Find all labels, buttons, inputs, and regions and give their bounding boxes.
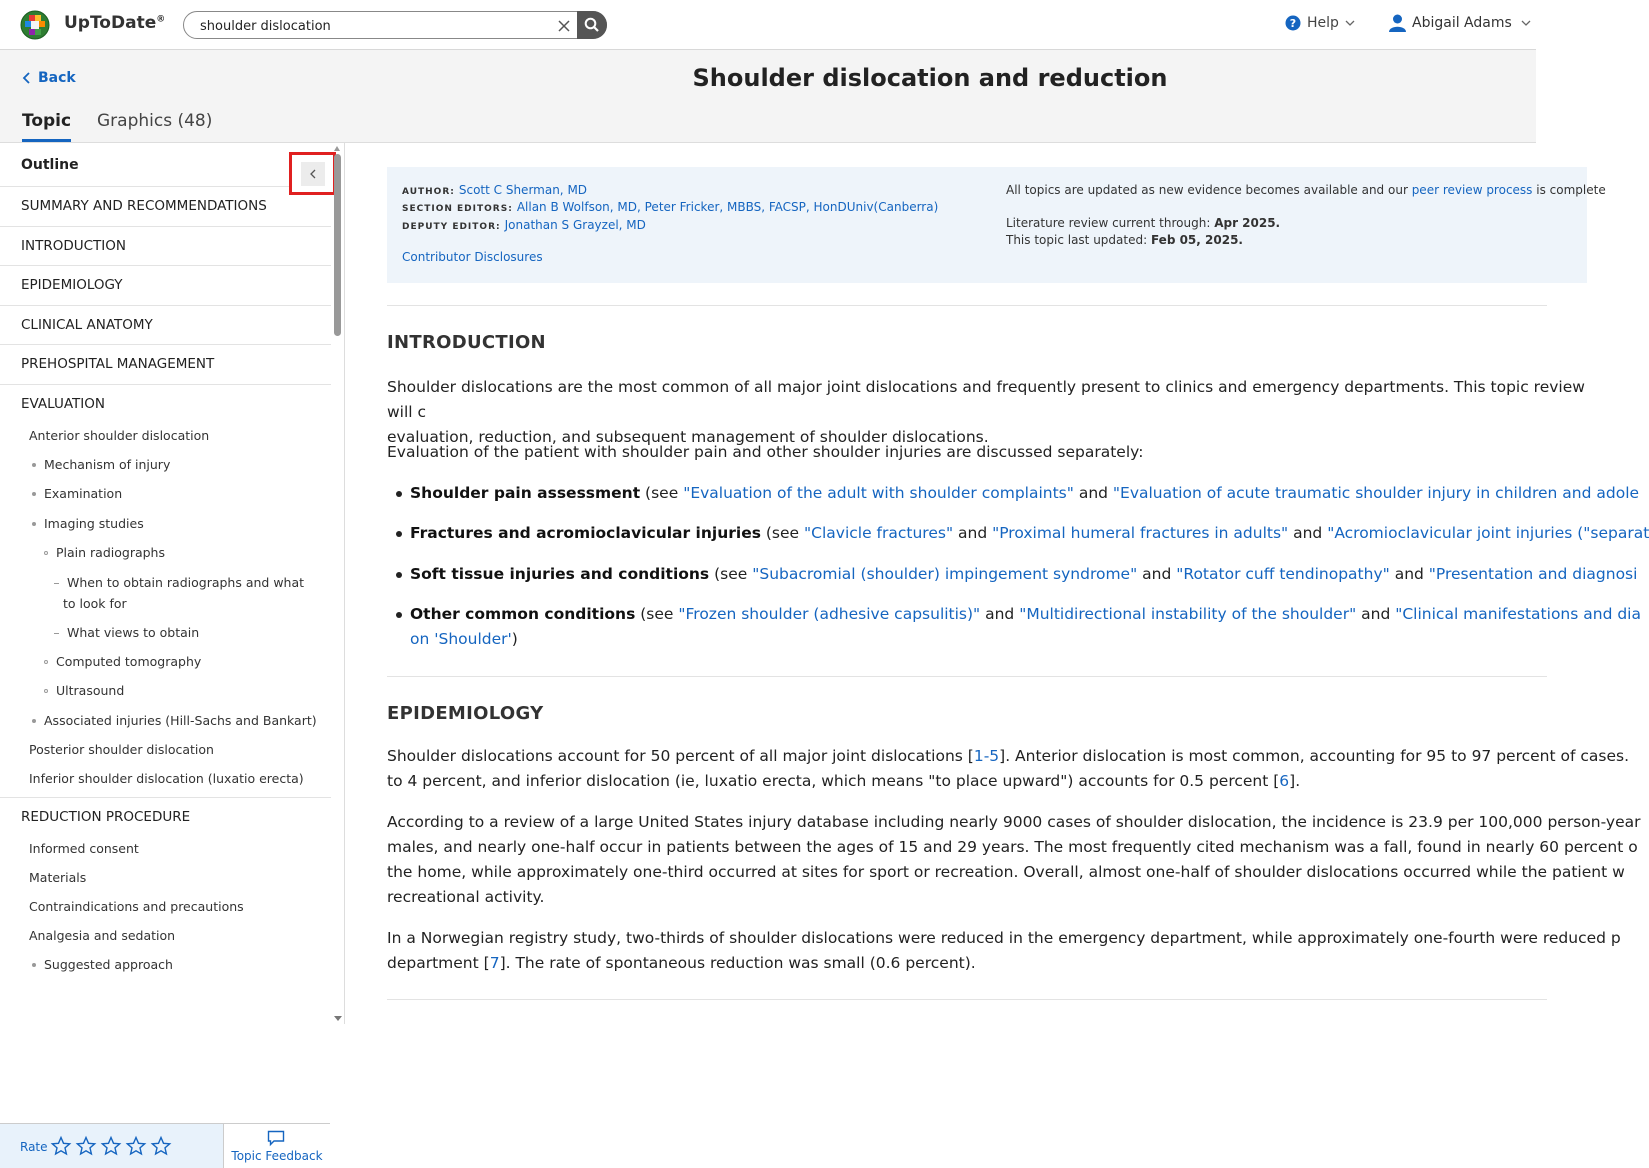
chevron-left-icon — [22, 72, 32, 84]
outline-subitem-label: Examination — [44, 486, 123, 501]
star-icon[interactable] — [126, 1136, 146, 1156]
outline-list — [0, 187, 331, 984]
search-box — [183, 11, 607, 39]
outline-item-prehospital[interactable]: PREHOSPITAL MANAGEMENT — [0, 345, 331, 385]
scroll-down-arrow-icon[interactable] — [334, 1016, 342, 1021]
outline-subitem-label: to look for — [63, 595, 127, 611]
lit-review-date: Apr 2025. — [1214, 216, 1281, 230]
rate-label: Rate — [20, 1140, 48, 1154]
intro-paragraph: Evaluation of the patient with shoulder pain and other shoulder injuries are discussed separately: — [387, 443, 1144, 461]
bullet-icon — [44, 660, 48, 664]
outline-subitem-label: Mechanism of injury — [44, 456, 171, 472]
topic-link[interactable]: "Proximal humeral fractures in adults" — [992, 524, 1289, 542]
outline-title: Outline — [21, 157, 79, 173]
epi-text: recreational activity. — [387, 888, 545, 906]
section-editors-link[interactable]: Allan B Wolfson, MD, Peter Fricker, MBBS, FACSP, HonDUniv(Canberra) — [516, 200, 939, 214]
section-editors-row — [402, 200, 938, 214]
outline-subitem[interactable] — [0, 568, 331, 618]
outline-subitem-label: When to obtain radiographs and what — [67, 574, 305, 590]
bullet-icon — [396, 491, 402, 497]
list-item-text: (see — [635, 605, 679, 623]
bullet-icon — [396, 531, 402, 537]
update-text-end: is complete — [1532, 183, 1606, 197]
outline-item-reduction[interactable]: REDUCTION PROCEDURE — [21, 809, 191, 825]
epi-text: department [ — [387, 954, 490, 972]
chevron-down-icon — [1518, 19, 1532, 27]
topic-link[interactable]: on 'Shoulder' — [410, 630, 512, 648]
update-text: All topics are updated as new evidence becomes available and our — [1006, 183, 1412, 197]
sidebar-footer — [0, 1123, 330, 1167]
help-menu[interactable] — [1285, 15, 1355, 31]
list-item-title: Soft tissue injuries and conditions — [410, 565, 710, 583]
epi-paragraph — [387, 926, 1621, 976]
list-item-text: and — [980, 605, 1020, 623]
list-item-title: Shoulder pain assessment — [410, 484, 641, 502]
tab-graphics[interactable]: Graphics (48) — [97, 111, 213, 131]
epi-paragraph — [387, 744, 1630, 794]
outline-subitem[interactable] — [0, 706, 331, 736]
section-heading-introduction: INTRODUCTION — [387, 332, 546, 353]
bullet-icon — [44, 689, 48, 693]
outline-subitem[interactable] — [0, 538, 331, 568]
epi-text: males, and nearly one-half occur in patients between the ages of 15 and 29 years. The most frequently cited mechanism was a fall, found in nearly 60 percent o — [387, 838, 1638, 856]
uptodate-logo-icon[interactable] — [20, 10, 50, 40]
outline-subitem[interactable]: Contraindications and precautions — [29, 899, 244, 914]
topic-link[interactable]: "Acromioclavicular joint injuries ("separat — [1327, 524, 1649, 542]
reference-link[interactable]: 6 — [1279, 772, 1290, 790]
outline-scrollbar[interactable] — [333, 148, 342, 1024]
outline-group-reduction — [0, 798, 331, 984]
intro-paragraph — [387, 375, 1587, 450]
section-heading-epidemiology: EPIDEMIOLOGY — [387, 703, 544, 724]
list-item-text: and — [1073, 484, 1113, 502]
epi-text: to 4 percent, and inferior dislocation (ie, luxatio erecta, which means "to place upward") accounts for 0.5 percent [ — [387, 772, 1280, 790]
epi-text: ]. — [1289, 772, 1301, 790]
divider — [387, 305, 1547, 306]
help-icon — [1285, 15, 1301, 31]
tab-topic[interactable]: Topic — [22, 111, 71, 142]
outline-subitem-label: What views to obtain — [67, 624, 200, 640]
last-updated-date: Feb 05, 2025. — [1150, 233, 1243, 247]
outline-subitem[interactable] — [0, 479, 331, 509]
outline-subitem[interactable] — [0, 647, 331, 677]
back-link[interactable] — [22, 70, 76, 86]
section-editors-label: SECTION EDITORS: — [402, 204, 513, 214]
bullet-icon — [44, 551, 48, 555]
bullet-icon — [32, 963, 36, 967]
bullet-icon — [32, 719, 36, 723]
epi-text: ]. The rate of spontaneous reduction was small (0.6 percent). — [499, 954, 976, 972]
outline-subitem-label: Computed tomography — [56, 653, 202, 669]
contributor-disclosures-link[interactable]: Contributor Disclosures — [402, 250, 543, 264]
outline-subitem-label: Suggested approach — [44, 957, 173, 972]
outline-header — [0, 143, 331, 187]
list-item-text: (see — [709, 565, 753, 583]
outline-subitem[interactable] — [0, 676, 331, 706]
dash-icon — [54, 633, 59, 634]
bullet-icon — [32, 522, 36, 526]
search-input[interactable] — [200, 17, 540, 35]
outline-subitem[interactable] — [0, 509, 331, 539]
topic-link[interactable]: "Evaluation of the adult with shoulder complaints" — [683, 484, 1074, 502]
outline-item-introduction[interactable]: INTRODUCTION — [0, 227, 331, 267]
scroll-up-arrow-icon[interactable] — [334, 146, 340, 151]
topic-link[interactable]: "Rotator cuff tendinopathy" — [1176, 565, 1390, 583]
disclosures-row — [402, 250, 543, 264]
topic-link[interactable]: "Clavicle fractures" — [804, 524, 954, 542]
list-item-title: Other common conditions — [410, 605, 636, 623]
author-link[interactable]: Scott C Sherman, MD — [458, 183, 588, 197]
topic-link[interactable]: "Evaluation of acute traumatic shoulder injury in children and adole — [1112, 484, 1640, 502]
outline-subitem-label: Ultrasound — [56, 683, 125, 698]
list-item-text: (see — [760, 524, 805, 542]
comment-icon — [267, 1130, 285, 1147]
chevron-down-icon — [1345, 19, 1355, 27]
outline-subitem-label: Plain radiographs — [56, 545, 165, 560]
list-item-text: and — [953, 524, 993, 542]
reference-link[interactable]: 1-5 — [973, 747, 1000, 765]
chevron-left-icon — [309, 169, 317, 179]
topic-header — [0, 50, 1536, 143]
outline-subitem[interactable]: Analgesia and sedation — [29, 928, 176, 943]
divider — [387, 999, 1547, 1000]
deputy-editor-row — [402, 218, 646, 232]
bullet-icon — [32, 492, 36, 496]
list-item-text: and — [1137, 565, 1177, 583]
list-item — [387, 481, 1640, 506]
list-item-title: Fractures and acromioclavicular injuries — [410, 524, 761, 542]
list-item-text: ) — [511, 630, 518, 648]
reference-link[interactable]: 7 — [489, 954, 500, 972]
lit-review-row — [1006, 216, 1280, 230]
epi-text: In a Norwegian registry study, two-thirds of shoulder dislocations were reduced in the emergency department, while approximately one-fourth were reduced p — [387, 929, 1621, 947]
divider — [387, 676, 1547, 677]
star-icon[interactable] — [101, 1136, 121, 1156]
list-item — [387, 602, 1641, 652]
clear-search-icon[interactable] — [554, 16, 574, 36]
deputy-editor-label: DEPUTY EDITOR: — [402, 222, 501, 232]
bullet-icon — [396, 612, 402, 618]
star-icon[interactable] — [151, 1136, 171, 1156]
user-menu[interactable] — [1389, 14, 1532, 32]
topic-feedback-label: Topic Feedback — [231, 1149, 323, 1163]
collapse-outline-button[interactable] — [289, 152, 336, 195]
intro-text-line: Shoulder dislocations are the most common of all major joint dislocations and frequently present to clinics and emergency departments. This topic review will c — [387, 378, 1585, 421]
peer-review-link[interactable]: peer review process — [1411, 183, 1533, 197]
topic-content — [346, 143, 1649, 1024]
star-rating — [51, 1136, 171, 1156]
list-item — [387, 562, 1638, 587]
lit-review-label: Literature review current through: — [1006, 216, 1215, 230]
topic-link[interactable]: "Multidirectional instability of the shoulder" — [1019, 605, 1357, 623]
collapse-button-inner — [301, 162, 325, 186]
topic-feedback-button[interactable] — [224, 1124, 330, 1168]
outline-subitem[interactable] — [0, 450, 331, 480]
list-item-text: (see — [640, 484, 684, 502]
outline-item-evaluation[interactable]: EVALUATION — [21, 395, 106, 412]
bullet-icon — [32, 463, 36, 467]
outline-subitem[interactable]: Materials — [29, 870, 87, 885]
epi-text: According to a review of a large United States injury database including nearly 9000 cases of shoulder dislocation, the incidence is 23.9 per 100,000 person-year — [387, 813, 1641, 831]
last-updated-label: This topic last updated: — [1006, 233, 1151, 247]
dash-icon — [54, 583, 59, 584]
star-icon[interactable] — [76, 1136, 96, 1156]
epi-text: the home, while approximately one-third occurred at sites for sport or recreation. Overall, almost one-half of shoulder dislocations occurred while the patient w — [387, 863, 1625, 881]
back-label: Back — [38, 70, 76, 86]
help-label: Help — [1307, 15, 1339, 31]
bullet-icon — [396, 572, 402, 578]
outline-subitem-label: Imaging studies — [44, 515, 144, 531]
search-button[interactable] — [577, 11, 607, 39]
user-icon — [1389, 14, 1406, 32]
outline-subitem[interactable] — [0, 618, 331, 647]
deputy-editor-link[interactable]: Jonathan S Grayzel, MD — [504, 218, 646, 232]
outline-subitem[interactable] — [0, 950, 331, 980]
outline-item-clinical-anatomy[interactable]: CLINICAL ANATOMY — [0, 306, 331, 346]
topic-link[interactable]: "Clinical manifestations and dia — [1395, 605, 1641, 623]
user-name: Abigail Adams — [1412, 15, 1512, 31]
epi-text: ]. Anterior dislocation is most common, accounting for 95 to 97 percent of cases. — [999, 747, 1630, 765]
outline-subitem[interactable]: Anterior shoulder dislocation — [29, 427, 210, 443]
search-icon — [584, 17, 600, 33]
topic-metadata — [387, 167, 1606, 283]
topic-link[interactable]: "Presentation and diagnosi — [1428, 565, 1638, 583]
svg-text:?: ? — [1289, 17, 1297, 30]
author-label: AUTHOR: — [402, 187, 455, 197]
outline-group-evaluation — [0, 385, 331, 799]
list-item — [387, 521, 1649, 546]
outline-item-summary[interactable]: SUMMARY AND RECOMMENDATIONS — [0, 187, 331, 227]
author-row — [402, 183, 587, 197]
outline-subitem[interactable]: Inferior shoulder dislocation (luxatio erecta) — [29, 771, 304, 786]
brand-name[interactable]: UpToDate® — [64, 13, 166, 33]
outline-subitem[interactable]: Posterior shoulder dislocation — [29, 742, 214, 757]
star-icon[interactable] — [51, 1136, 71, 1156]
last-updated-row — [1006, 233, 1243, 247]
rate-section — [0, 1124, 224, 1168]
topic-link[interactable]: "Frozen shoulder (adhesive capsulitis)" — [678, 605, 981, 623]
top-bar — [0, 0, 1536, 50]
outline-subitem-label: Associated injuries (Hill-Sachs and Bankart) — [44, 712, 317, 728]
update-notice — [1006, 183, 1606, 197]
list-item-text: and — [1389, 565, 1429, 583]
page-title: Shoulder dislocation and reduction — [692, 64, 1168, 92]
outline-subitem[interactable]: Informed consent — [29, 841, 139, 856]
scrollbar-thumb[interactable] — [334, 154, 341, 336]
epi-text: Shoulder dislocations account for 50 percent of all major joint dislocations [ — [387, 747, 974, 765]
outline-sidebar — [0, 143, 345, 1163]
topic-link[interactable]: "Subacromial (shoulder) impingement syndrome" — [752, 565, 1138, 583]
list-item-text: and — [1288, 524, 1328, 542]
intro-text-line: evaluation, reduction, and subsequent management of shoulder dislocations. — [387, 428, 989, 446]
epi-paragraph — [387, 810, 1641, 910]
list-item-text: and — [1356, 605, 1396, 623]
outline-item-epidemiology[interactable]: EPIDEMIOLOGY — [0, 266, 331, 306]
